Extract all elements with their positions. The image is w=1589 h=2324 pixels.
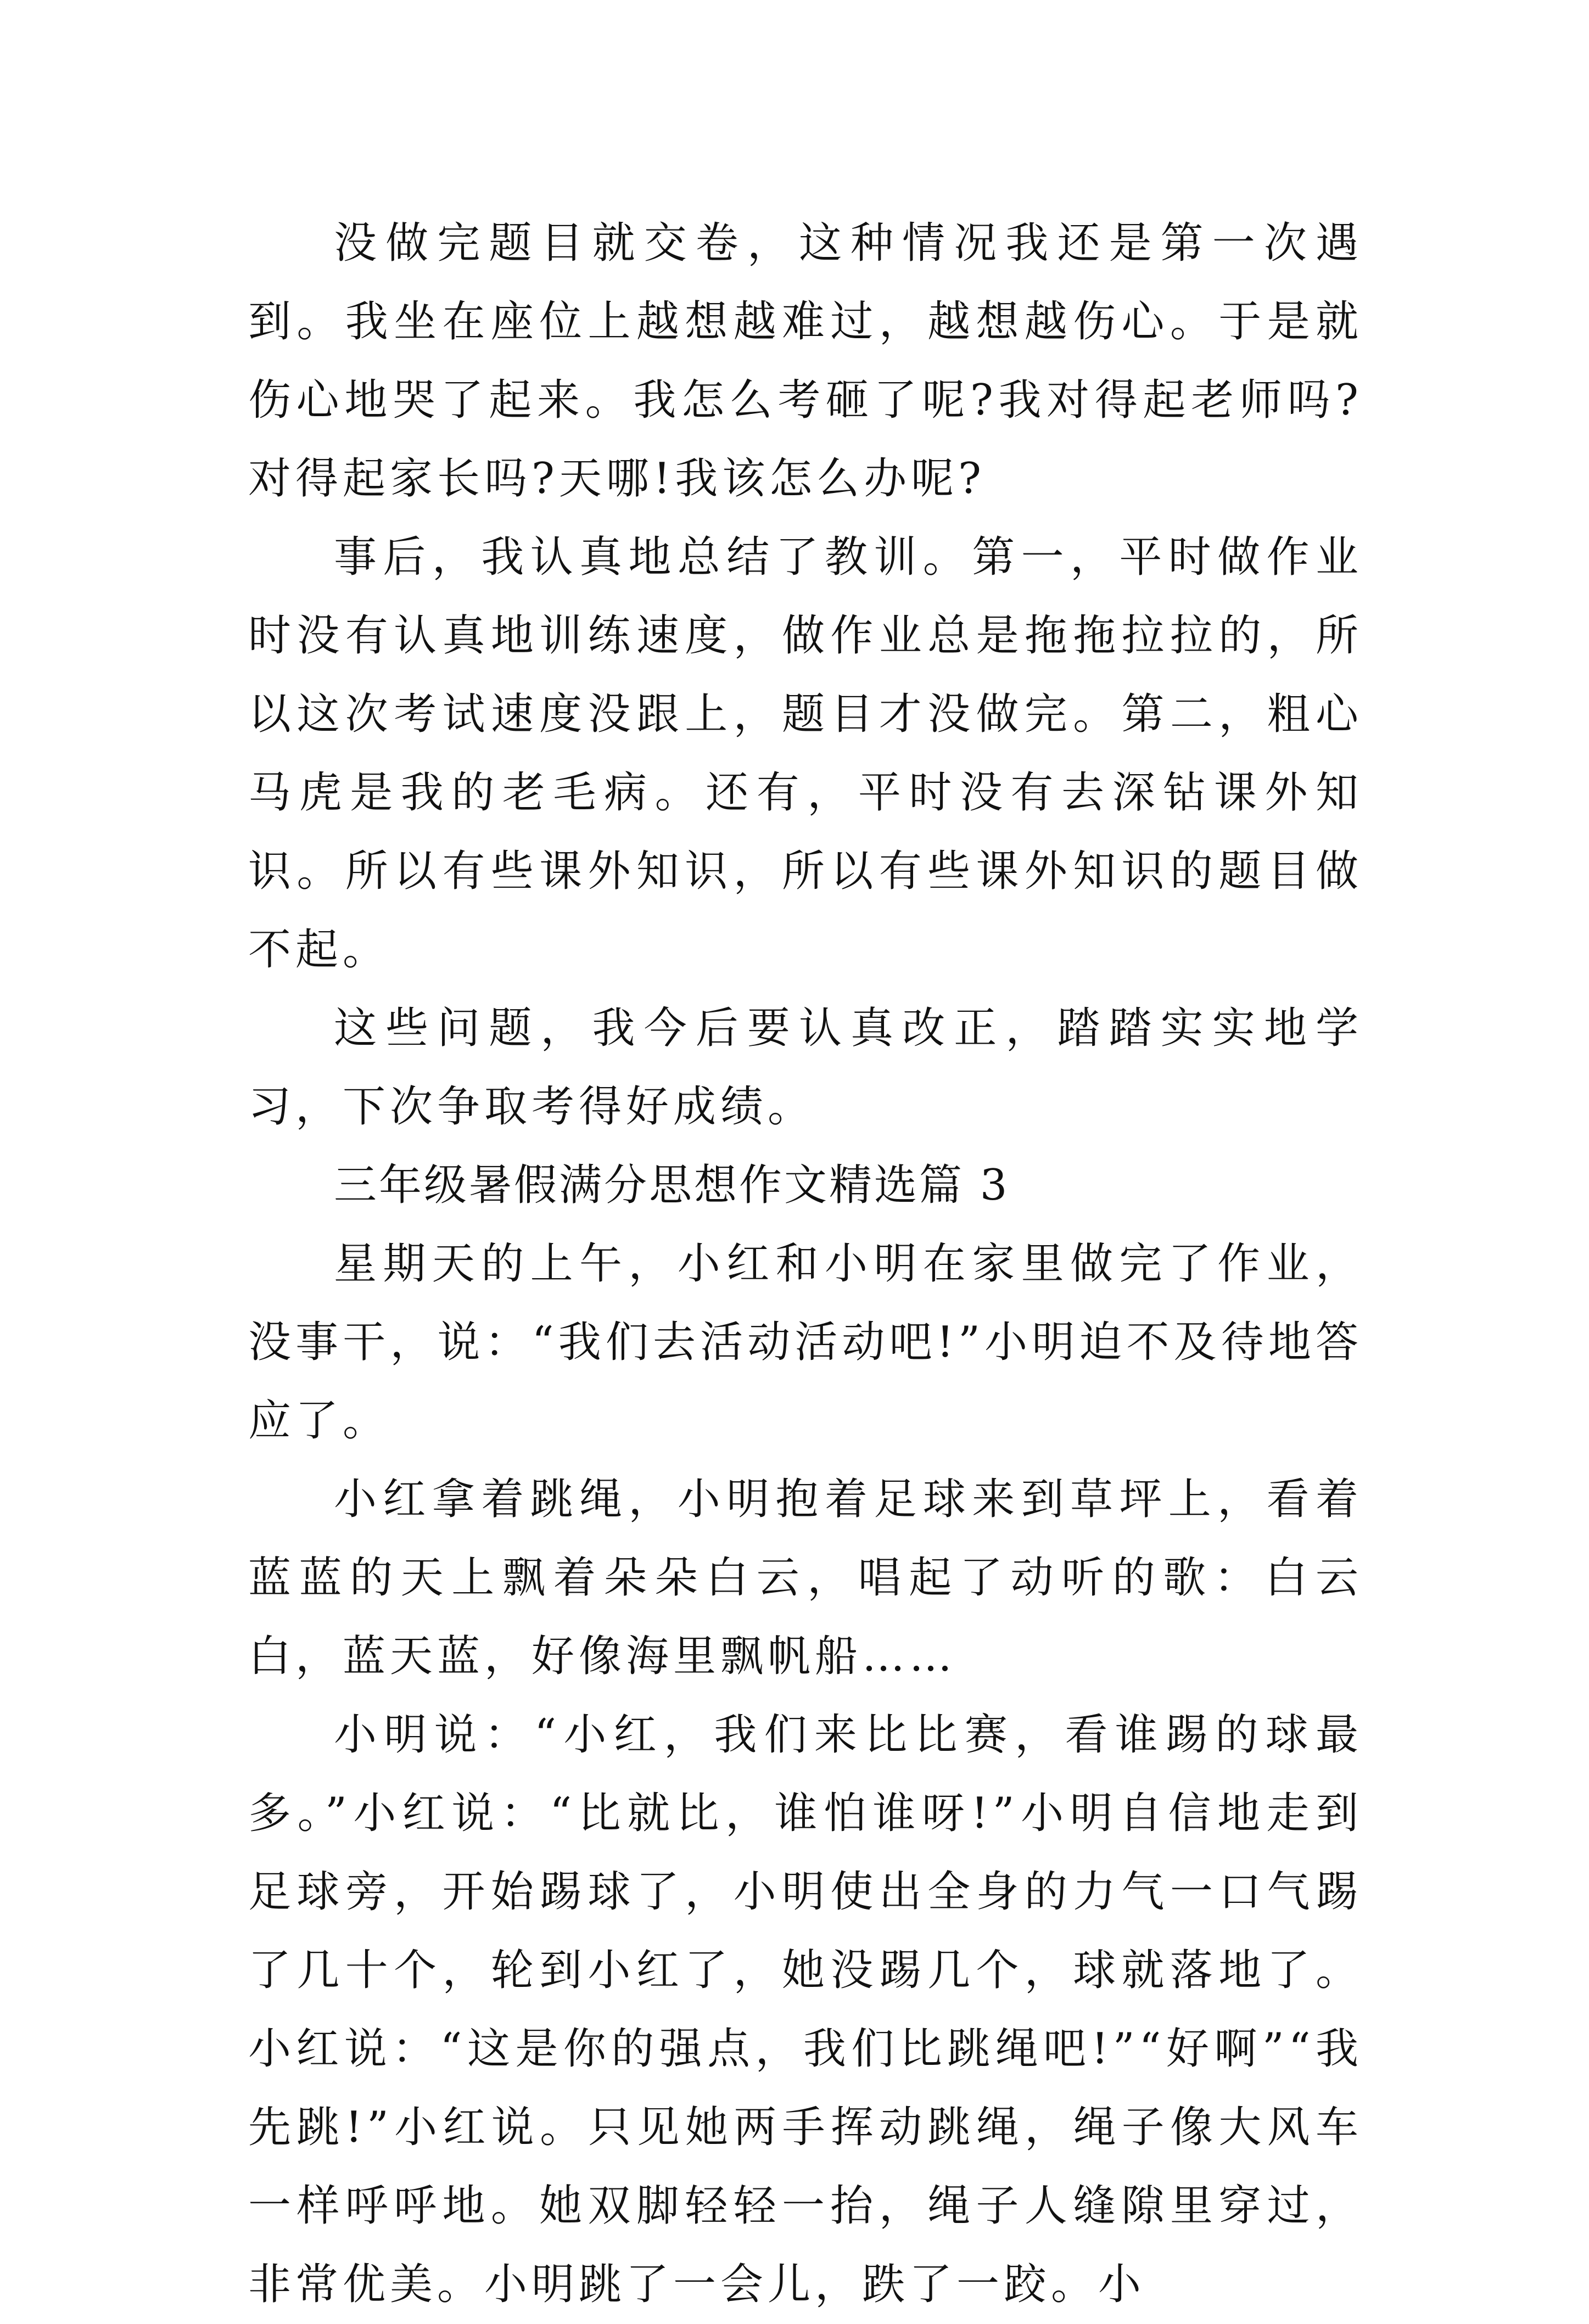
document-body <box>248 204 1363 2324</box>
section-paragraph-1: 星期天的上午，小红和小明在家里做完了作业，没事干，说：“我们去活动活动吧!”小明迫不及待地答应了。 <box>248 1239 1363 1446</box>
paragraph-2: 事后，我认真地总结了教训。第一，平时做作业时没有认真地训练速度，做作业总是拖拖拉拉的，所以这次考试速度没跟上，题目才没做完。第二，粗心马虎是我的老毛病。还有，平时没有去深钻课外知识。所以有些课外知识，所以有些课外知识的题目做不起。 <box>248 533 1363 975</box>
section-paragraph-3: 小明说：“小红，我们来比比赛，看谁踢的球最多。”小红说：“比就比，谁怕谁呀!”小明自信地走到足球旁，开始踢球了，小明使出全身的力气一口气踢了几十个，轮到小红了，她没踢几个，球就落地了。小红说：“这是你的强点，我们比跳绳吧!”“好啊”“我先跳!”小红说。只见她两手挥动跳绳，绳子像大风车一样呼呼地。她双脚轻轻一抬，绳子人缝隙里穿过，非常优美。小明跳了一会儿，跌了一跤。小 <box>248 1710 1363 2309</box>
section-heading: 三年级暑假满分思想作文精选篇 3 <box>334 1161 1010 1210</box>
paragraph-3: 这些问题，我今后要认真改正，踏踏实实地学习，下次争取考得好成绩。 <box>248 1004 1363 1132</box>
paragraph-1: 没做完题目就交卷，这种情况我还是第一次遇到。我坐在座位上越想越难过，越想越伤心。于是就伤心地哭了起来。我怎么考砸了呢?我对得起老师吗?对得起家长吗?天哪!我该怎么办呢? <box>248 219 1363 503</box>
section-paragraph-2: 小红拿着跳绳，小明抱着足球来到草坪上，看着蓝蓝的天上飘着朵朵白云，唱起了动听的歌：白云白，蓝天蓝，好像海里飘帆船…… <box>248 1475 1363 1681</box>
